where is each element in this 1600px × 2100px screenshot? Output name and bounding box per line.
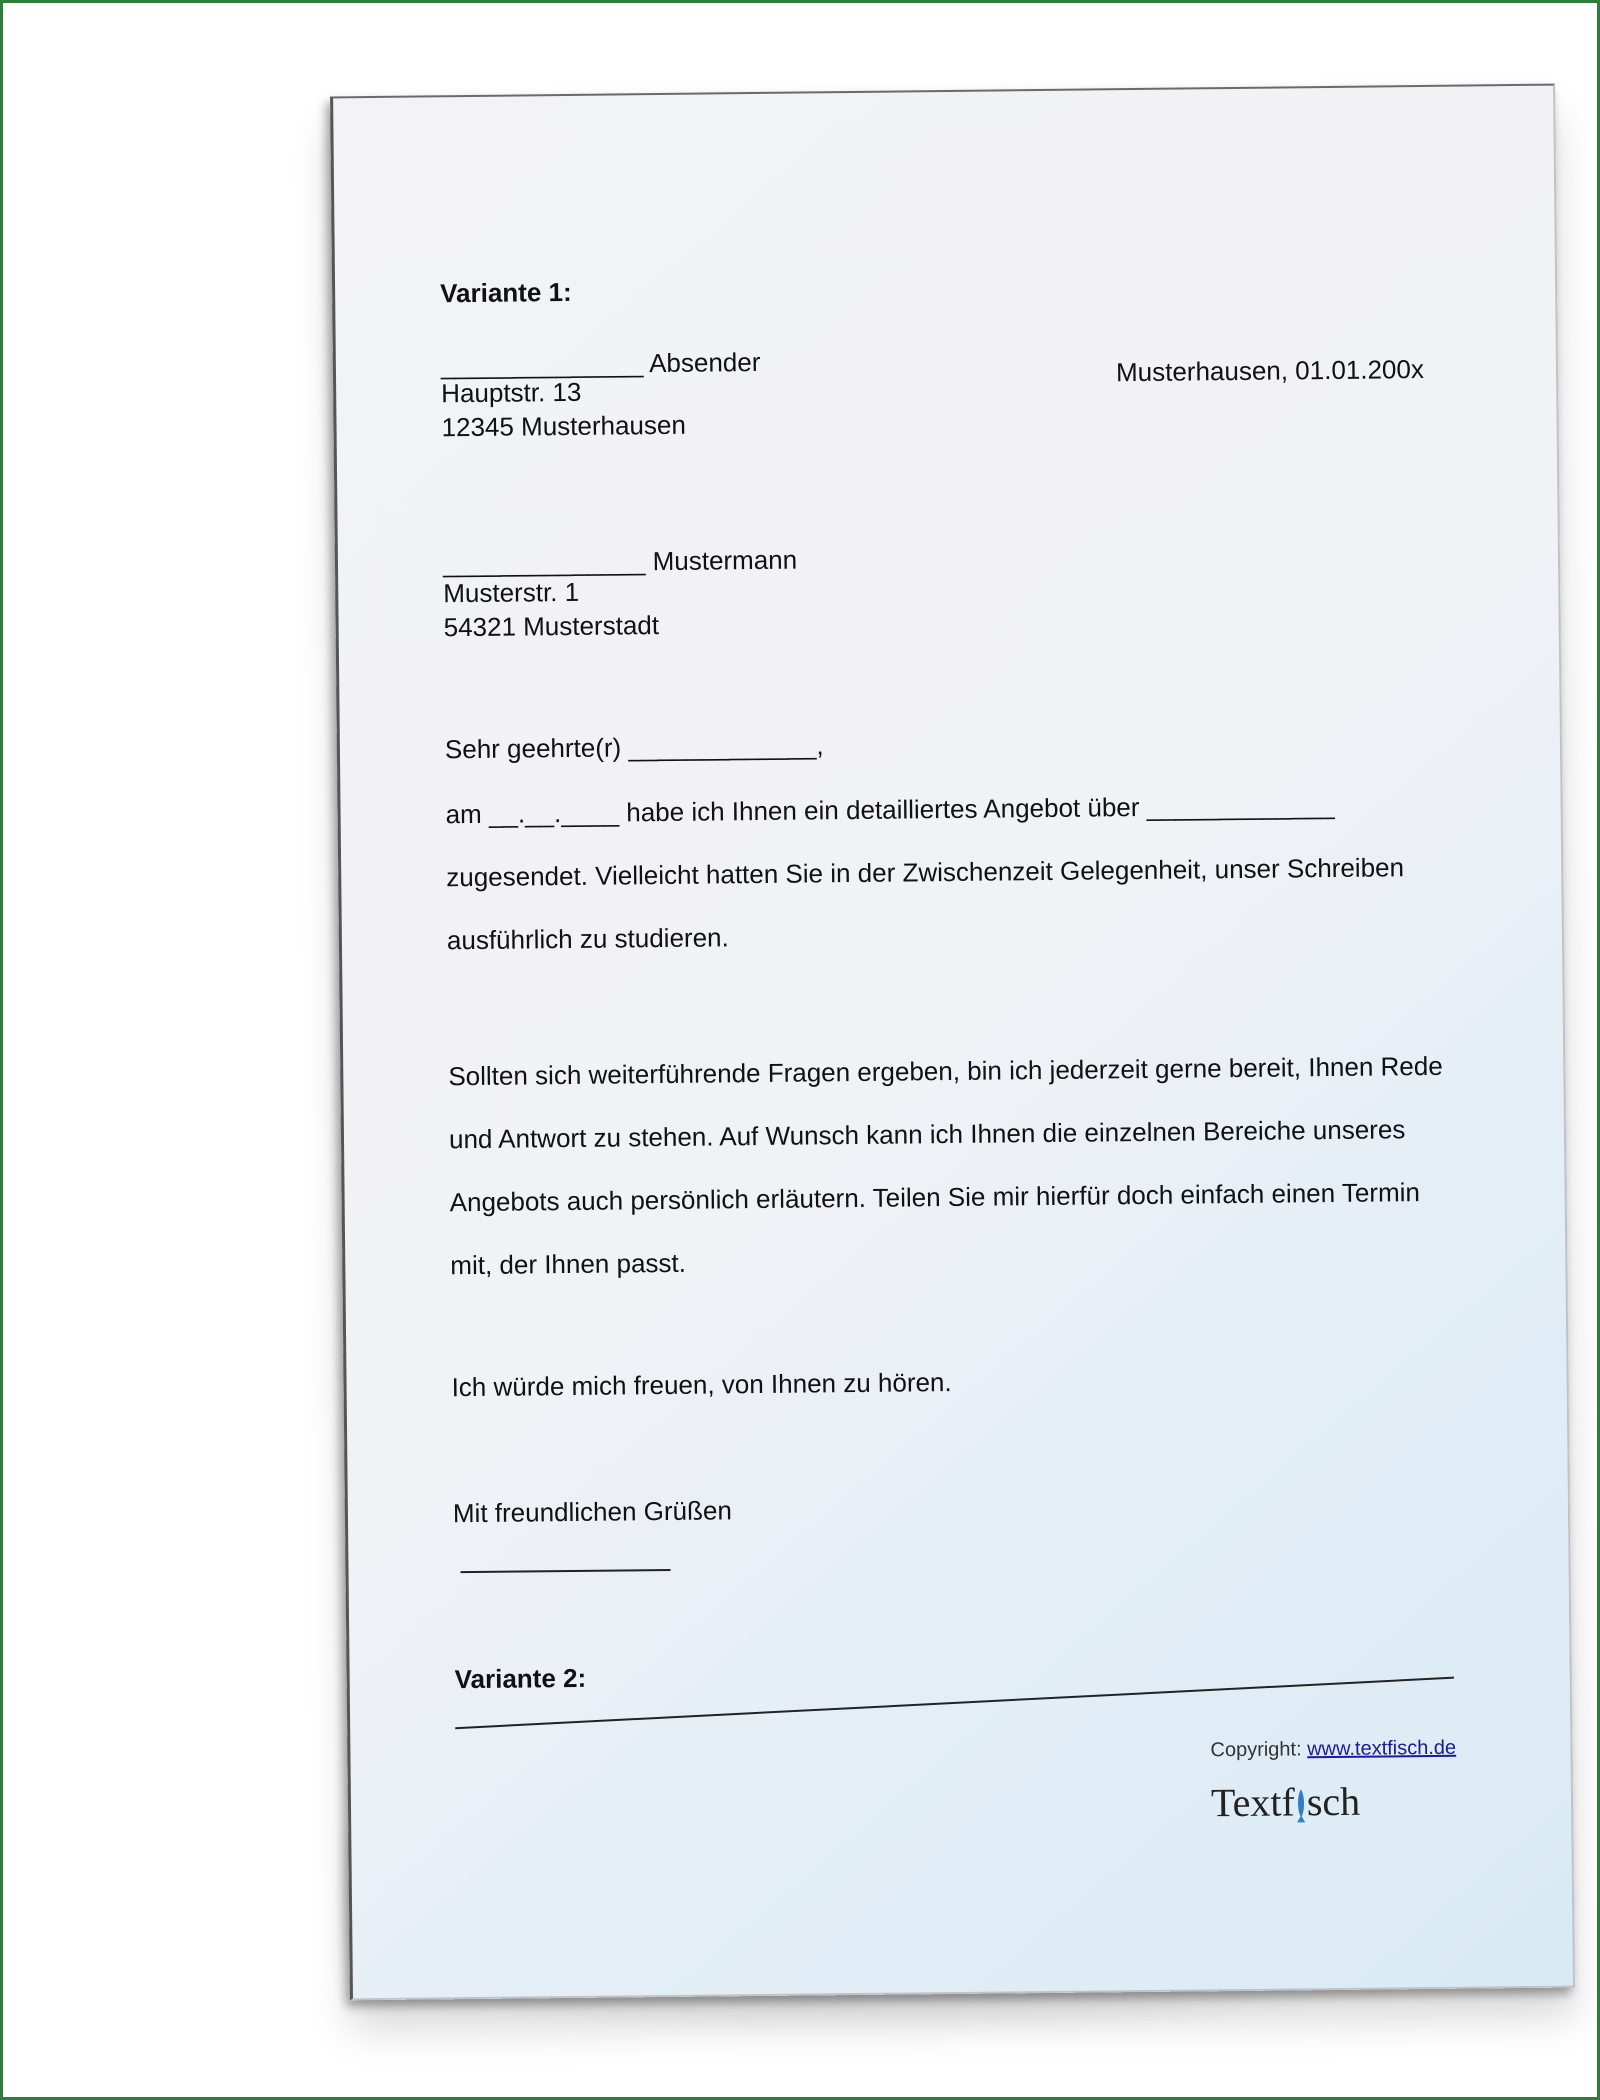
document-page-wrapper bbox=[330, 84, 1570, 1997]
copyright-notice bbox=[1210, 1737, 1456, 1763]
document-page bbox=[330, 84, 1575, 2001]
sender-name: ______________ Absender bbox=[440, 346, 761, 381]
salutation: Sehr geehrte(r) _____________, bbox=[444, 730, 824, 765]
sender-city: 12345 Musterhausen bbox=[441, 409, 686, 443]
paragraph-line: am __.__.____ habe ich Ihnen ein detailliertes Angebot über _____________ bbox=[445, 789, 1335, 830]
paragraph-line: ausführlich zu studieren. bbox=[446, 922, 729, 956]
recipient-name: ______________ Mustermann bbox=[442, 544, 798, 579]
paragraph-offer bbox=[445, 773, 1447, 972]
paragraph-line: und Antwort zu stehen. Auf Wunsch kann ich Ihnen die einzelnen Bereiche unseres bbox=[448, 1114, 1406, 1155]
variant2-heading: Variante 2: bbox=[454, 1662, 587, 1695]
sender-street: Hauptstr. 13 bbox=[441, 376, 582, 409]
paragraph-line: Sollten sich weiterführende Fragen ergeben, bin ich jederzeit gerne bereit, Ihnen Rede bbox=[448, 1050, 1443, 1092]
date-line: Musterhausen, 01.01.200x bbox=[1115, 354, 1425, 388]
paragraph-line: zugesendet. Vielleicht hatten Sie in der Zwischenzeit Gelegenheit, unser Schreiben bbox=[446, 852, 1405, 893]
variant1-heading: Variante 1: bbox=[439, 276, 572, 309]
signature-line bbox=[461, 1569, 671, 1573]
logo-text-right: sch bbox=[1306, 1778, 1361, 1825]
recipient-city: 54321 Musterstadt bbox=[443, 610, 660, 643]
closing-greeting: Mit freundlichen Grüßen bbox=[452, 1495, 732, 1529]
copyright-link[interactable]: www.textfisch.de bbox=[1307, 1736, 1457, 1761]
textfisch-logo bbox=[1211, 1778, 1361, 1827]
divider-line bbox=[455, 1677, 1454, 1730]
recipient-street: Musterstr. 1 bbox=[443, 576, 580, 609]
paragraph-questions bbox=[448, 1035, 1451, 1297]
paragraph-closing-wish: Ich würde mich freuen, von Ihnen zu hören. bbox=[451, 1367, 952, 1403]
copyright-label: Copyright: bbox=[1210, 1738, 1302, 1762]
logo-text-left: Textf bbox=[1210, 1779, 1296, 1826]
fish-icon bbox=[1296, 1787, 1306, 1823]
paragraph-line: mit, der Ihnen passt. bbox=[450, 1247, 687, 1281]
paragraph-line: Angebots auch persönlich erläutern. Teilen Sie mir hierfür doch einfach einen Termin bbox=[449, 1177, 1421, 1218]
